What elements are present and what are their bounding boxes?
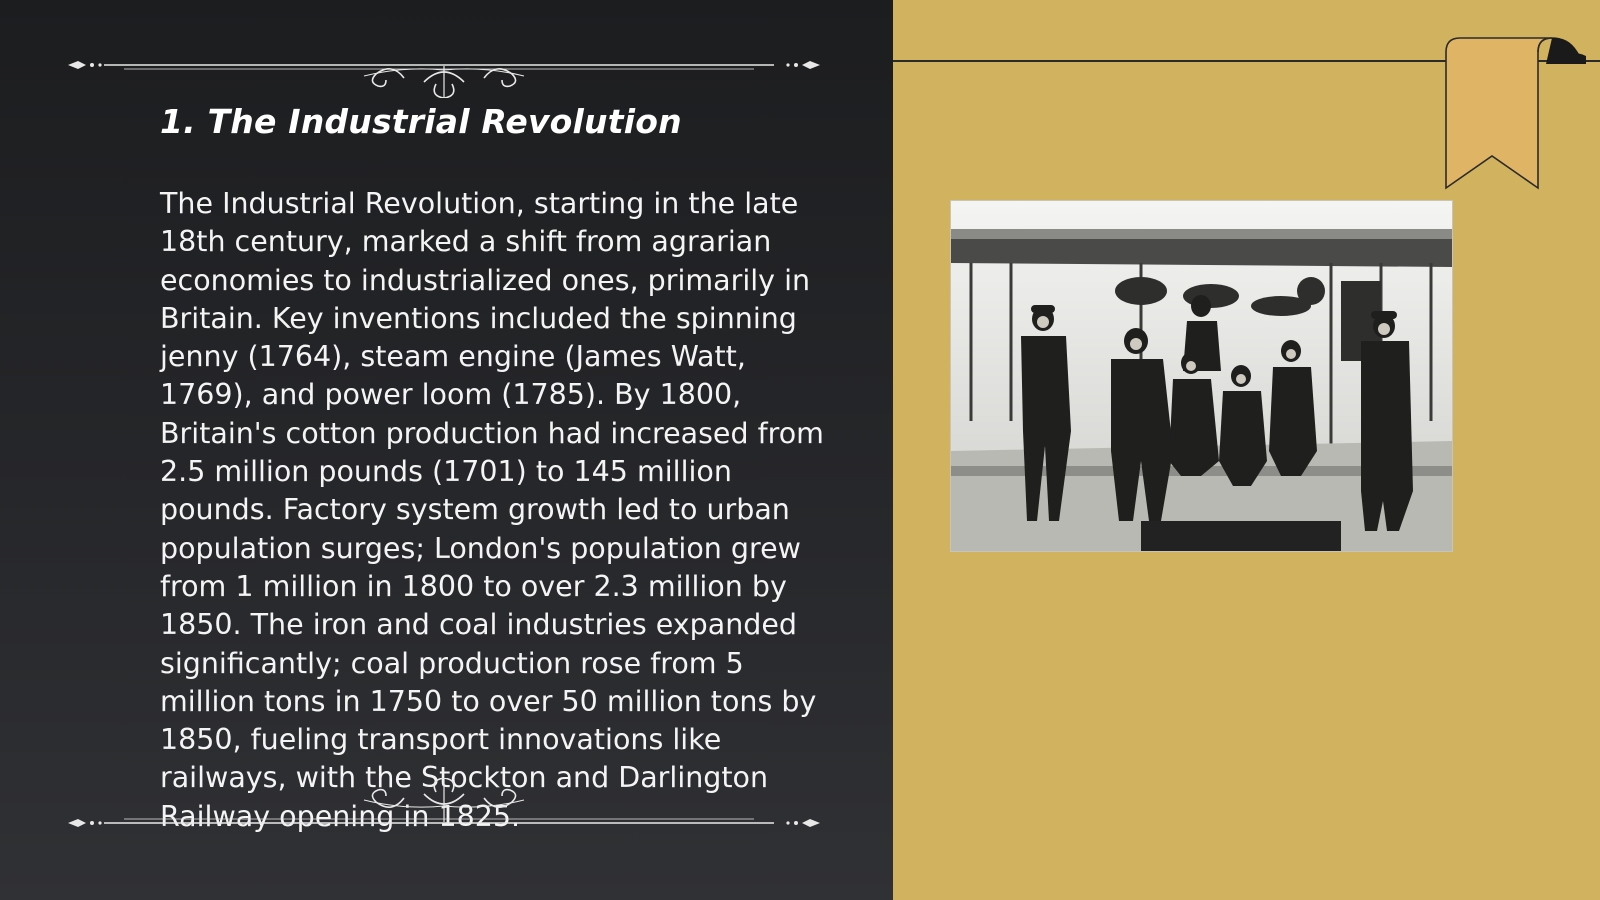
slide-title: 1. The Industrial Revolution [160,102,682,141]
slide-body-text: The Industrial Revolution, starting in the late 18th century, marked a shift from agrarian economies to industrialized ones, primarily in Britain. Key inventions included the spinning jenny (1764), steam engine (James Watt, 1769), and power loom (1785). By 1800, Britain's cotton production had increased from 2.5 million pounds (1701) to 145 million pounds. Factory system growth led to urban population surges; London's population grew from 1 million in 1800 to over 2.3 million by 1850. The iron and coal industries expanded significantly; coal production rose from 5 million tons in 1750 to over 50 million tons by 1850, fueling transport innovations like railways, with the Stockton and Darlington Railway opening in 1825. [160,187,824,833]
top-ornament-divider [64,38,824,98]
ribbon-bookmark-icon [1436,32,1586,202]
aviators-photo-illustration [951,201,1452,551]
historical-photograph [950,200,1453,552]
bottom-ornament-divider [64,778,824,838]
